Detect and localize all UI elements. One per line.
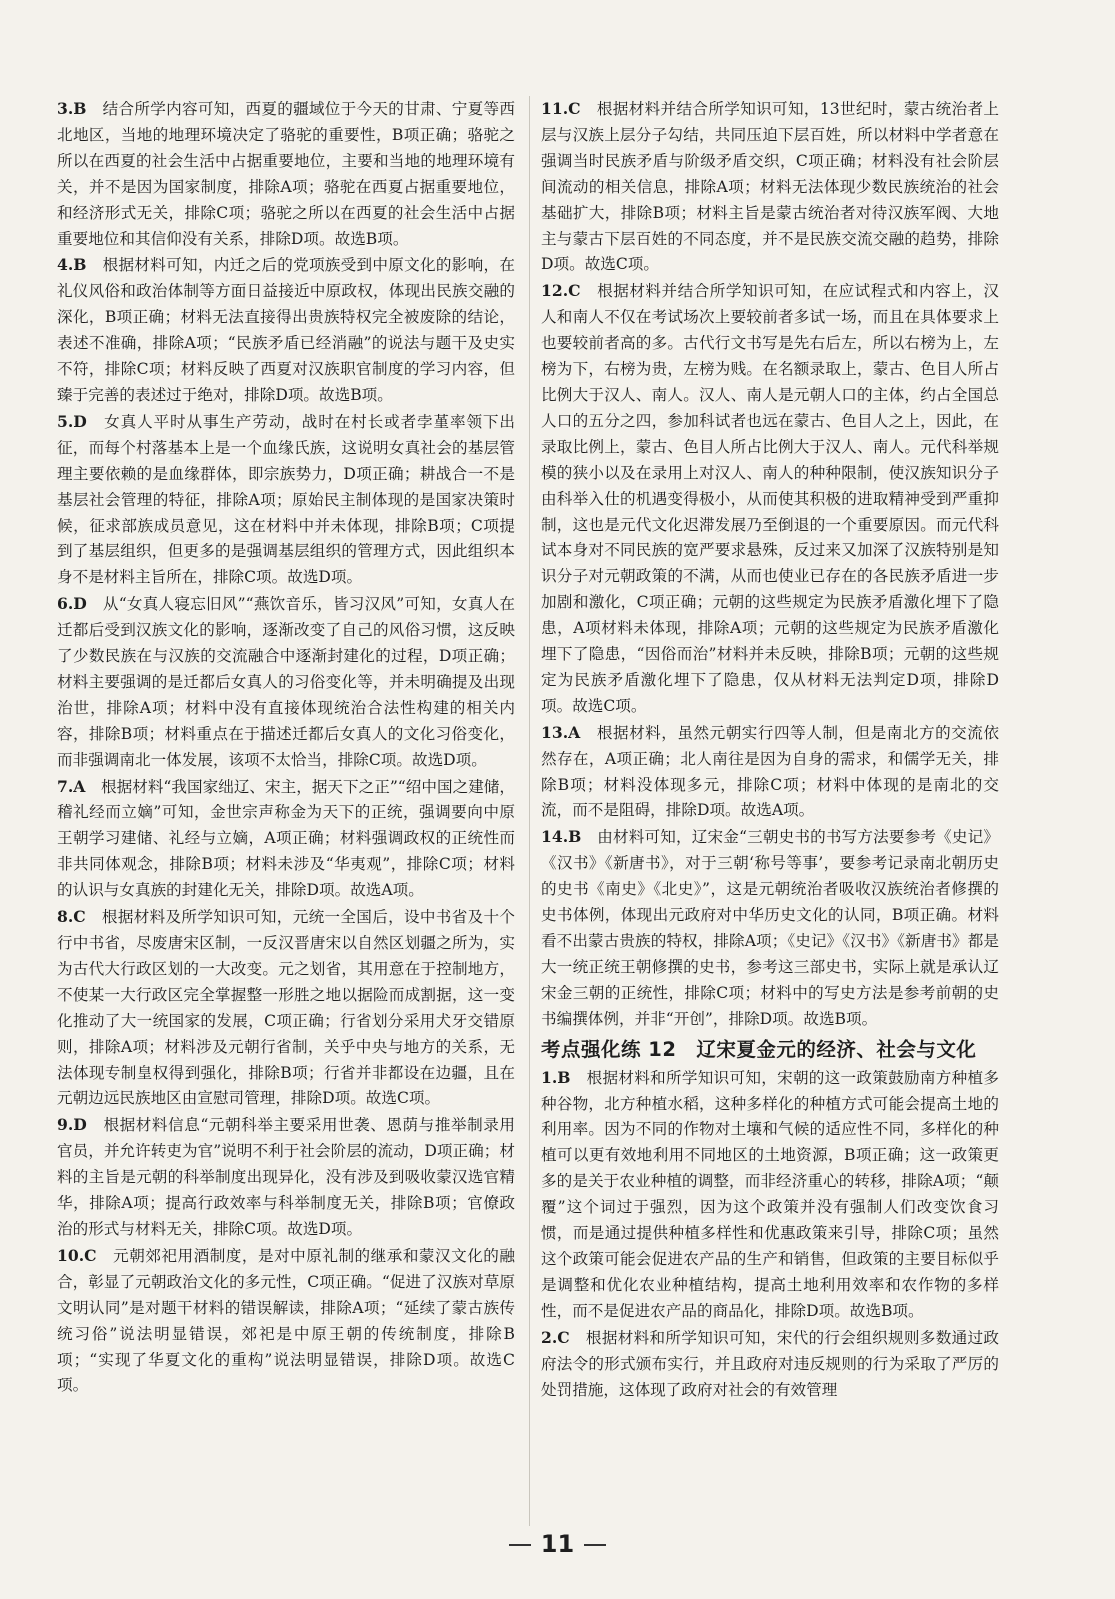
answer-number: 13.A <box>541 722 581 742</box>
answer-text: 根据材料并结合所学知识可知，13世纪时，蒙古统治者上层与汉族上层分子勾结，共同压迫下层百姓，所以材料中学者意在强调当时民族矛盾与阶级矛盾交织，C项正确；材料没有社会阶层间流动的相关信息，排除A项；材料无法体现少数民族统治的社会基础扩大，排除B项；材料主旨是蒙古统治者对待汉族军阀、大地主与蒙古下层百姓的不同态度，并不是民族交流交融的趋势，排除D项。故选C项。 <box>541 100 999 274</box>
dash-right <box>584 1544 606 1546</box>
left-column <box>57 96 515 1399</box>
answer-number: 2.C <box>541 1327 570 1347</box>
answer-item <box>541 824 999 1032</box>
answer-text: 从“女真人寝忘旧风”“燕饮音乐，皆习汉风”可知，女真人在迁都后受到汉族文化的影响，逐渐改变了自己的风俗习惯，这反映了少数民族在与汉族的交流融合中逐渐封建化的过程，D项正确；材料主要强调的是迁都后女真人的习俗变化等，并未明确提及出现治世，排除A项；材料中没有直接体现统治合法性构建的相关内容，排除B项；材料重点在于描述迁都后女真人的文化习俗变化，而非强调南北一体发展，该项不太恰当，排除C项。故选D项。 <box>57 595 515 769</box>
answer-text: 根据材料及所学知识可知，元统一全国后，设中书省及十个行中书省，尽废唐宋区制，一反汉晋唐宋以自然区划疆之所为，实为古代大行政区划的一大改变。元之划省，其用意在于控制地方，不使某一大行政区完全掌握整一形胜之地以据险而成割据，这一变化推动了大一统国家的发展，C项正确；行省划分采用犬牙交错原则，排除A项；材料涉及元朝行省制，关乎中央与地方的关系，无法体现专制皇权得到强化，排除B项；行省并非都设在边疆，且在元朝边远民族地区由宣慰司管理，排除D项。故选C项。 <box>57 908 515 1108</box>
answer-item <box>57 774 515 905</box>
answer-item <box>541 1065 999 1325</box>
answer-number: 6.D <box>57 594 87 614</box>
answer-text: 根据材料和所学知识可知，宋代的行会组织规则多数通过政府法令的形式颁布实行，并且政府对违反规则的行为采取了严厉的处罚措施，这体现了政府对社会的有效管理 <box>541 1328 999 1399</box>
answer-text: 根据材料，虽然元朝实行四等人制，但是南北方的交流依然存在，A项正确；北人南往是因为自身的需求，和儒学无关，排除B项；材料没体现多元，排除C项；材料中体现的是南北的交流，而不是阻碍，排除D项。故选A项。 <box>541 723 999 820</box>
answer-item <box>57 252 515 408</box>
column-divider <box>529 96 530 1526</box>
answer-item <box>57 904 515 1112</box>
answers-group-a <box>541 96 999 1033</box>
page-number-text: 11 <box>540 1530 575 1558</box>
answer-text: 由材料可知，辽宋金“三朝史书的书写方法要参考《史记》《汉书》《新唐书》，对于三朝‘称号等事’，要参考记录南北朝历史的史书《南史》《北史》”，这是元朝统治者吸收汉族统治者修撰的史书体例，体现出元政府对中华历史文化的认同，B项正确。材料看不出蒙古贵族的特权，排除A项；《史记》《汉书》《新唐书》都是大一统正统王朝修撰的史书，参考这三部史书，实际上就是承认辽宋金三朝的正统性，排除C项；材料中的写史方法是参考前朝的史书编撰体例，并非“开创”，排除D项。故选B项。 <box>541 828 999 1028</box>
right-column <box>541 96 999 1403</box>
answer-number: 11.C <box>541 99 581 118</box>
answer-item <box>57 1112 515 1243</box>
answer-text: 女真人平时从事生产劳动，战时在村长或者孛堇率领下出征，而每个村落基本上是一个血缘氏族，这说明女真社会的基层管理主要依赖的是血缘群体，即宗族势力，D项正确；耕战合一不是基层社会管理的特征，排除A项；原始民主制体现的是国家决策时候，征求部族成员意见，这在材料中并未体现，排除B项；C项提到了基层组织，但更多的是强调基层组织的管理方式，因此组织本身不是材料主旨所在，排除C项。故选D项。 <box>57 412 515 587</box>
answer-item <box>541 1325 999 1404</box>
answer-item <box>541 720 999 825</box>
answer-item <box>541 278 999 719</box>
answer-item <box>57 591 515 773</box>
answer-number: 5.D <box>57 411 87 431</box>
answer-number: 7.A <box>57 776 86 796</box>
answer-item <box>57 409 515 591</box>
answer-number: 1.B <box>541 1067 571 1087</box>
answer-number: 10.C <box>57 1245 97 1265</box>
answer-number: 4.B <box>57 255 87 275</box>
answer-text: 根据材料可知，内迁之后的党项族受到中原文化的影响，在礼仪风俗和政治体制等方面日益接近中原政权，体现出民族交融的深化，B项正确；材料无法直接得出贵族特权完全被废除的结论，表述不准确，排除A项；“民族矛盾已经消融”的说法与题干及史实不符，排除C项；材料反映了西夏对汉族职官制度的学习内容，但臻于完善的表述过于绝对，排除D项。故选B项。 <box>57 256 515 404</box>
dash-left <box>509 1544 531 1546</box>
answer-item <box>57 1243 515 1399</box>
answer-number: 14.B <box>541 827 582 847</box>
section-title: 考点强化练 12 辽宋夏金元的经济、社会与文化 <box>541 1037 977 1061</box>
answers-group-b <box>541 1065 999 1404</box>
answer-number: 8.C <box>57 907 86 927</box>
answer-text: 根据材料“我国家绌辽、宋主，据天下之正”“绍中国之建储，稽礼经而立嫡”可知，金世宗声称金为天下的正统，强调要向中原王朝学习建储、礼经与立嫡，A项正确；材料强调政权的正统性而非共同体观念，排除B项；材料未涉及“华夷观”，排除C项；材料的认识与女真族的封建化无关，排除D项。故选A项。 <box>57 777 515 900</box>
answer-item <box>541 96 999 278</box>
answer-text: 根据材料信息“元朝科举主要采用世袭、恩荫与推举制录用官员，并允许转吏为官”说明不利于社会阶层的流动，D项正确；材料的主旨是元朝的科举制度出现异化，没有涉及到吸收蒙汉选官精华，排除A项；提高行政效率与科举制度无关，排除B项；官僚政治的形式与材料无关，排除C项。故选D项。 <box>57 1116 515 1238</box>
page-number <box>0 1530 1115 1558</box>
answer-number: 12.C <box>541 281 581 301</box>
answer-text: 根据材料并结合所学知识可知，在应试程式和内容上，汉人和南人不仅在考试场次上要较前者多试一场，而且在具体要求上也要较前者高的多。古代行文书写是先右后左，所以右榜为上，左榜为下，右榜为贵，左榜为贱。在名额录取上，蒙古、色目人所占比例大于汉人、南人。汉人、南人是元朝人口的主体，约占全国总人口的五分之四，参加科试者也远在蒙古、色目人之上，因此，在录取比例上，蒙古、色目人所占比例大于汉人、南人。元代科举规模的狭小以及在录用上对汉人、南人的种种限制，使汉族知识分子由科举入仕的机遇变得极小，从而使其积极的进取精神受到严重抑制，这也是元代文化迟滞发展乃至倒退的一个重要原因。而元代科试本身对不同民族的宽严要求悬殊，反过来又加深了汉族特别是知识分子对元朝政策的不满，从而也使业已存在的各民族矛盾进一步加剧和激化，C项正确；元朝的这些规定为民族矛盾激化埋下了隐患，A项材料未体现，排除A项；元朝的这些规定为民族矛盾激化埋下了隐患，“因俗而治”材料并未反映，排除B项；元朝的这些规定为民族矛盾激化埋下了隐患，仅从材料无法判定D项，排除D项。故选C项。 <box>541 282 999 715</box>
answer-number: 3.B <box>57 99 87 118</box>
answer-number: 9.D <box>57 1115 87 1135</box>
answer-text: 根据材料和所学知识可知，宋朝的这一政策鼓励南方种植多种谷物，北方种植水稻，这种多样化的种植方式可能会提高土地的利用率。因为不同的作物对土壤和气候的适应性不同，多样化的种植可以更有效地利用不同地区的土地资源，B项正确；这一政策更多的是关于农业种植的调整，而非经济重心的转移，排除A项；“颠覆”这个词过于强烈，因为这个政策并没有强制人们改变饮食习惯，而是通过提供种植多样性和优惠政策来引导，排除C项；虽然这个政策可能会促进农产品的生产和销售，但政策的主要目标似乎是调整和优化农业种植结构，提高土地利用效率和农作物的多样性，而不是促进农产品的商品化，排除D项。故选B项。 <box>541 1068 999 1320</box>
answer-item <box>57 96 515 252</box>
answer-text: 元朝郊祀用酒制度，是对中原礼制的继承和蒙汉文化的融合，彰显了元朝政治文化的多元性，C项正确。“促进了汉族对草原文明认同”是对题干材料的错误解读，排除A项；“延续了蒙古族传统习俗”说法明显错误，郊祀是中原王朝的传统制度，排除B项；“实现了华夏文化的重构”说法明显错误，排除D项。故选C项。 <box>57 1246 515 1395</box>
answer-text: 结合所学内容可知，西夏的疆域位于今天的甘肃、宁夏等西北地区，当地的地理环境决定了骆驼的重要性，B项正确；骆驼之所以在西夏的社会生活中占据重要地位，主要和当地的地理环境有关，并不是因为国家制度，排除A项；骆驼在西夏占据重要地位，和经济形式无关，排除C项；骆驼之所以在西夏的社会生活中占据重要地位和其信仰没有关系，排除D项。故选B项。 <box>57 100 515 248</box>
